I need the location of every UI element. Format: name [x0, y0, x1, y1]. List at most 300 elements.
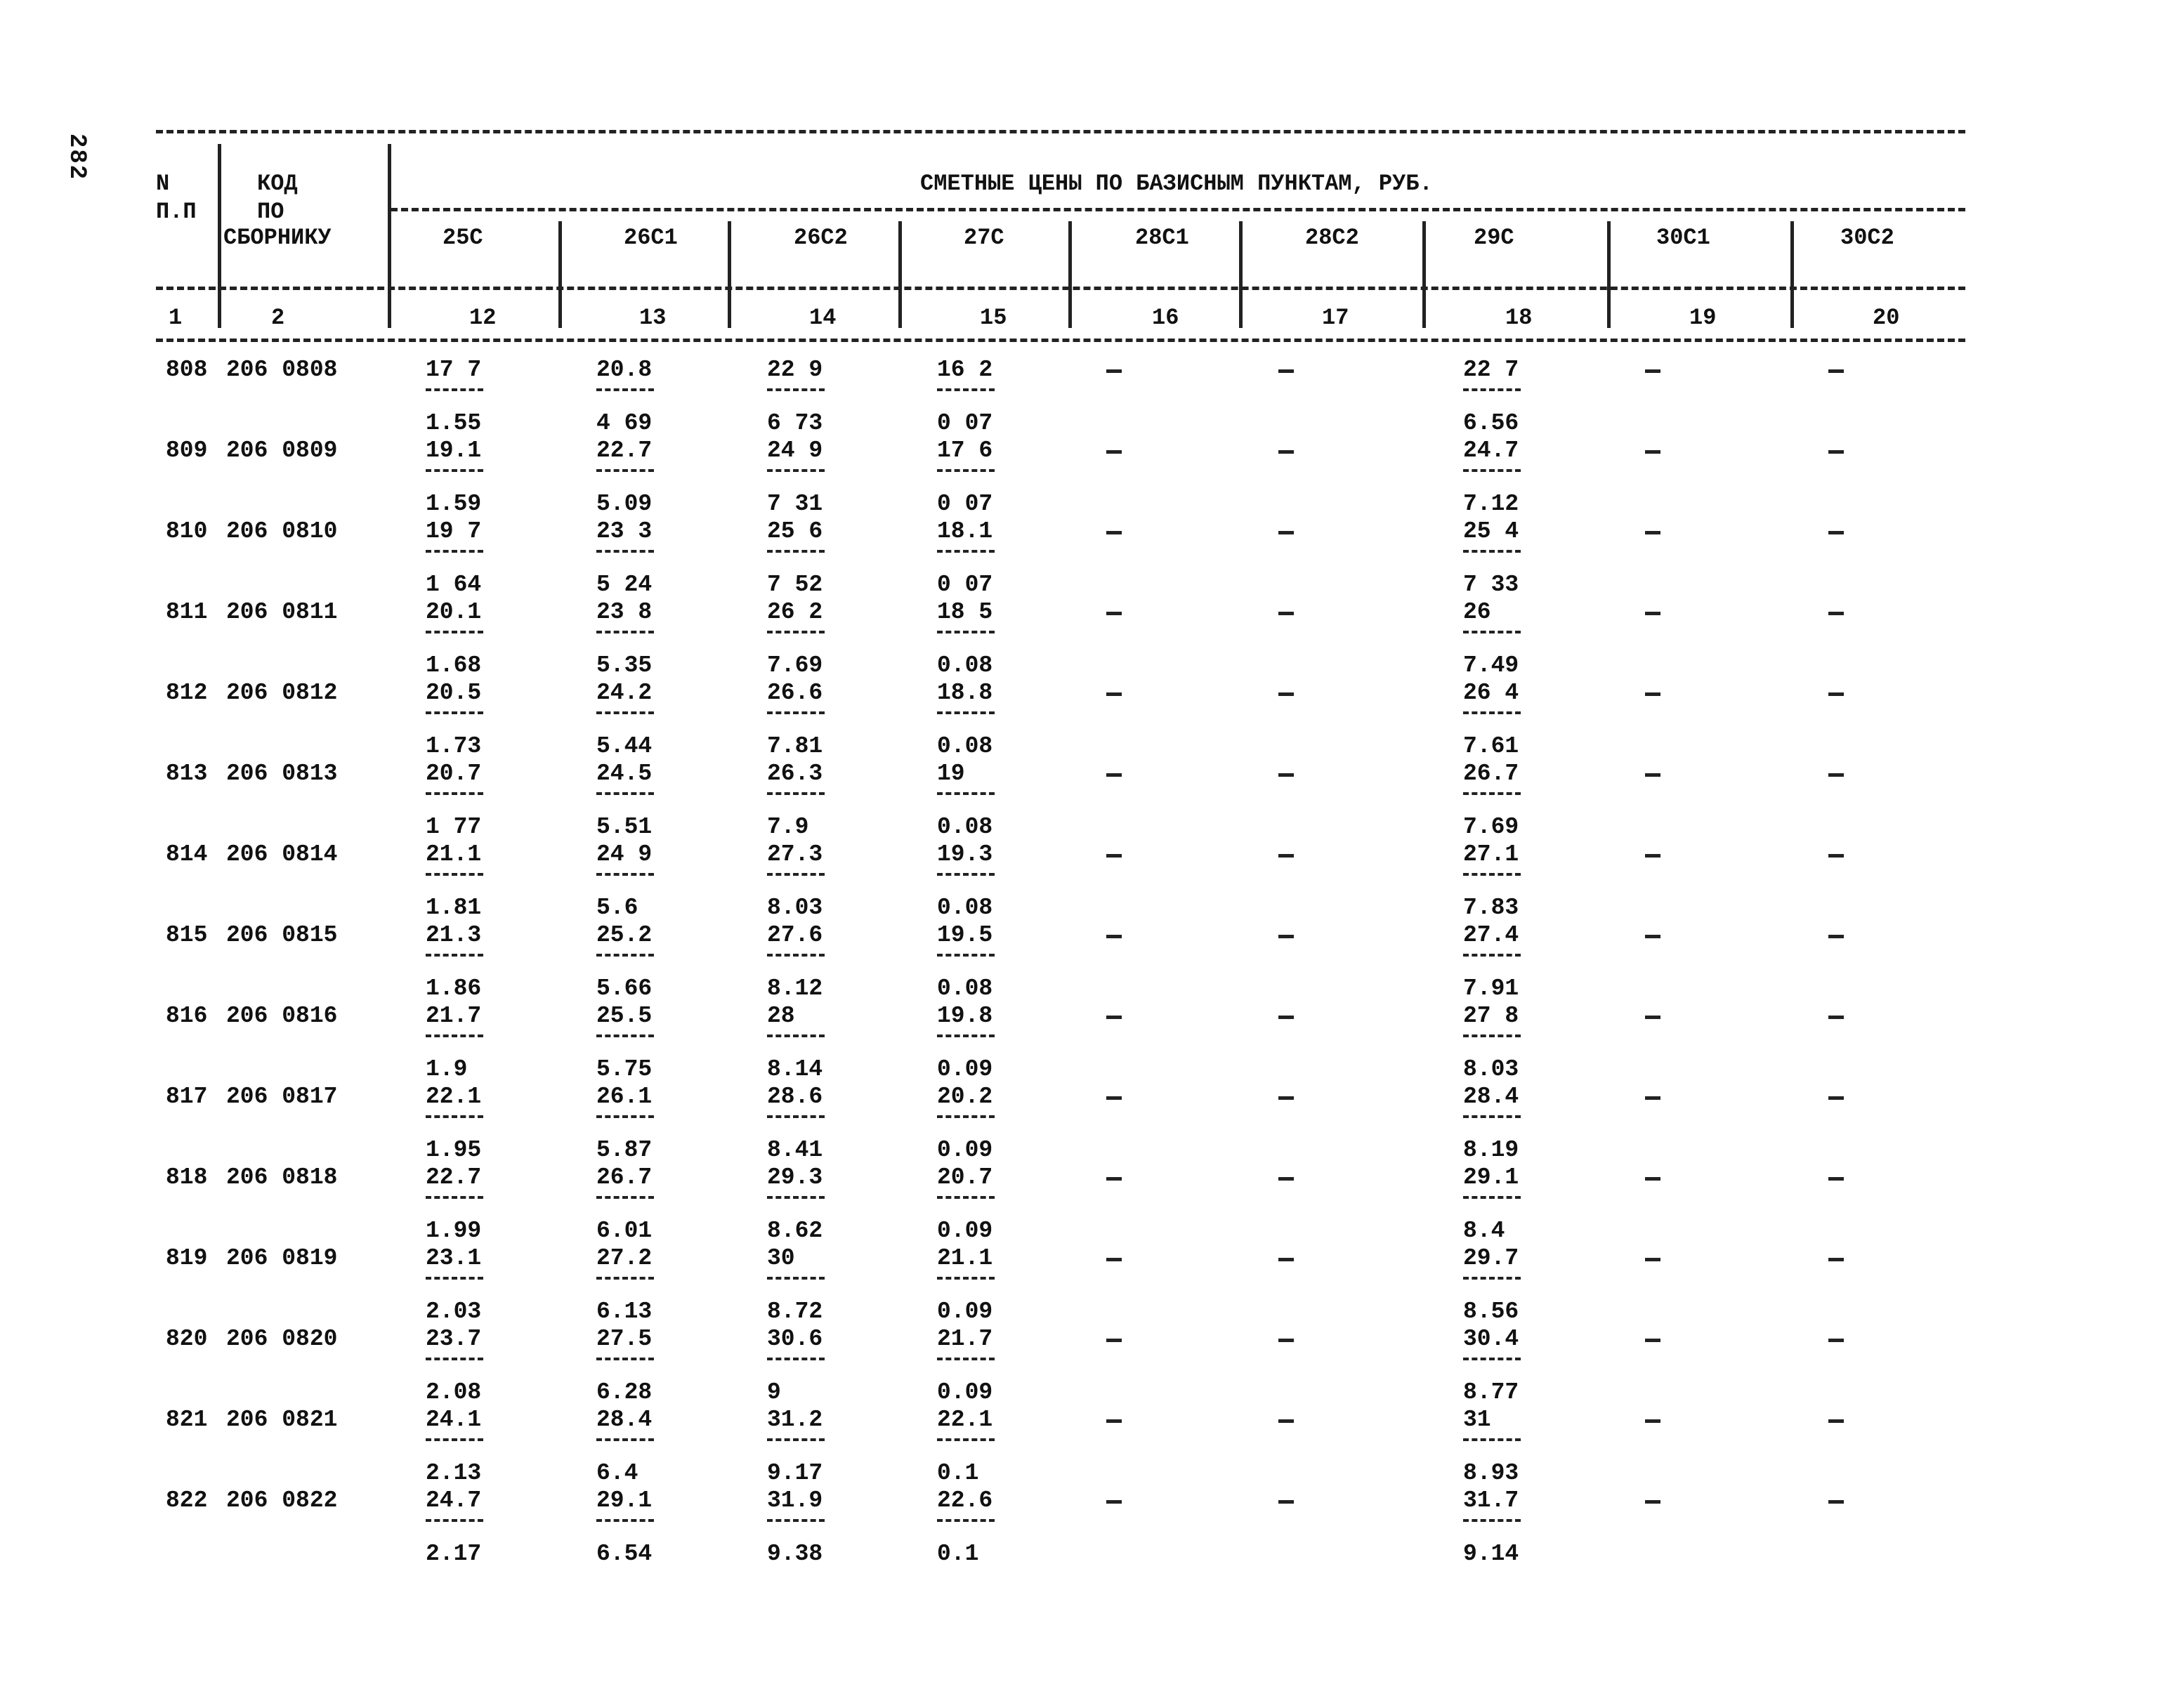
- fraction-bar: [1463, 469, 1521, 472]
- price-c29c: 27.1: [1463, 841, 1519, 867]
- price-c26c1: 20.8: [596, 357, 653, 383]
- price-c26c2: 26.6: [767, 680, 823, 706]
- price-transport-c26c2: 8.62: [767, 1218, 823, 1244]
- fraction-bar: [1463, 1358, 1521, 1360]
- empty-dash-c30c2: [1828, 1096, 1844, 1100]
- price-c25c: 21.3: [426, 922, 482, 948]
- price-c26c2: 28: [767, 1003, 795, 1029]
- price-transport-c26c2: 6 73: [767, 410, 823, 436]
- price-c29c: 26 4: [1463, 680, 1519, 706]
- price-transport-c29c: 8.56: [1463, 1299, 1519, 1325]
- header-number-15: 15: [980, 305, 1007, 331]
- fraction-bar: [596, 873, 654, 876]
- header-num-line1: N: [156, 171, 170, 197]
- price-transport-c25c: 1.9: [426, 1056, 468, 1082]
- fraction-bar: [767, 1519, 825, 1522]
- price-transport-c25c: 1.95: [426, 1137, 482, 1163]
- price-c27c: 18 5: [937, 599, 993, 625]
- price-transport-c27c: 0.09: [937, 1218, 993, 1244]
- row-code: 206 0808: [226, 357, 338, 383]
- price-c27c: 19.3: [937, 841, 993, 867]
- price-c26c1: 26.7: [596, 1164, 653, 1190]
- price-c26c2: 27.6: [767, 922, 823, 948]
- price-transport-c26c2: 7 31: [767, 491, 823, 517]
- price-transport-c27c: 0.08: [937, 652, 993, 678]
- header-col-25c: 25С: [443, 225, 483, 251]
- fraction-bar: [596, 631, 654, 633]
- price-c27c: 19: [937, 761, 965, 787]
- price-c29c: 26: [1463, 599, 1491, 625]
- empty-dash-c28c2: [1278, 935, 1294, 938]
- fraction-bar: [937, 792, 995, 795]
- row-number: 812: [166, 680, 208, 706]
- price-transport-c25c: 1.81: [426, 895, 482, 921]
- empty-dash-c30c1: [1645, 1016, 1660, 1019]
- empty-dash-c28c2: [1278, 531, 1294, 534]
- price-transport-c29c: 7 33: [1463, 572, 1519, 598]
- fraction-bar: [767, 873, 825, 876]
- row-number: 815: [166, 922, 208, 948]
- price-transport-c27c: 0.09: [937, 1056, 993, 1082]
- fraction-bar: [426, 1438, 483, 1441]
- header-sep-code: [388, 144, 391, 328]
- empty-dash-c30c1: [1645, 1339, 1660, 1342]
- row-number: 809: [166, 438, 208, 464]
- empty-dash-c28c1: [1106, 1096, 1122, 1100]
- empty-dash-c28c2: [1278, 1339, 1294, 1342]
- row-number: 819: [166, 1245, 208, 1271]
- fraction-bar: [937, 1519, 995, 1522]
- fraction-bar: [1463, 1034, 1521, 1037]
- price-transport-c26c1: 5.51: [596, 814, 653, 840]
- empty-dash-c28c2: [1278, 1177, 1294, 1181]
- empty-dash-c28c1: [1106, 692, 1122, 696]
- header-number-20: 20: [1873, 305, 1900, 331]
- fraction-bar: [767, 469, 825, 472]
- price-c29c: 29.1: [1463, 1164, 1519, 1190]
- empty-dash-c30c1: [1645, 773, 1660, 777]
- fraction-bar: [767, 1438, 825, 1441]
- row-number: 822: [166, 1487, 208, 1513]
- empty-dash-c28c2: [1278, 692, 1294, 696]
- fraction-bar: [596, 1358, 654, 1360]
- price-transport-c26c2: 7.81: [767, 733, 823, 759]
- fraction-bar: [937, 1196, 995, 1199]
- fraction-bar: [937, 631, 995, 633]
- fraction-bar: [1463, 1519, 1521, 1522]
- price-transport-c29c: 8.77: [1463, 1379, 1519, 1405]
- fraction-bar: [426, 1358, 483, 1360]
- price-c26c2: 29.3: [767, 1164, 823, 1190]
- price-c25c: 17 7: [426, 357, 482, 383]
- price-c26c2: 26.3: [767, 761, 823, 787]
- fraction-bar: [1463, 550, 1521, 553]
- price-c29c: 26.7: [1463, 761, 1519, 787]
- price-c26c1: 24.5: [596, 761, 653, 787]
- row-code: 206 0819: [226, 1245, 338, 1271]
- fraction-bar: [767, 711, 825, 714]
- empty-dash-c28c1: [1106, 369, 1122, 373]
- header-number-16: 16: [1152, 305, 1179, 331]
- empty-dash-c28c1: [1106, 773, 1122, 777]
- price-transport-c26c1: 6.4: [596, 1460, 638, 1486]
- row-code: 206 0822: [226, 1487, 338, 1513]
- header-number-19: 19: [1689, 305, 1717, 331]
- empty-dash-c28c2: [1278, 612, 1294, 615]
- price-transport-c26c1: 5 24: [596, 572, 653, 598]
- price-transport-c26c2: 9.38: [767, 1541, 823, 1567]
- empty-dash-c30c2: [1828, 612, 1844, 615]
- row-code: 206 0818: [226, 1164, 338, 1190]
- price-transport-c29c: 7.91: [1463, 975, 1519, 1001]
- price-transport-c25c: 1 64: [426, 572, 482, 598]
- price-c27c: 22.1: [937, 1407, 993, 1433]
- header-sep-c2: [728, 221, 731, 328]
- price-transport-c27c: 0.1: [937, 1460, 979, 1486]
- header-num-line2: П.П: [156, 199, 197, 225]
- price-c29c: 22 7: [1463, 357, 1519, 383]
- price-transport-c25c: 1.59: [426, 491, 482, 517]
- header-col-26c1: 26С1: [624, 225, 678, 251]
- header-col-29c: 29С: [1474, 225, 1514, 251]
- row-code: 206 0809: [226, 438, 338, 464]
- row-number: 817: [166, 1084, 208, 1110]
- price-c25c: 20.1: [426, 599, 482, 625]
- price-transport-c25c: 2.17: [426, 1541, 482, 1567]
- price-c27c: 21.7: [937, 1326, 993, 1352]
- price-c26c1: 27.5: [596, 1326, 653, 1352]
- price-c26c1: 25.2: [596, 922, 653, 948]
- price-c25c: 19 7: [426, 518, 482, 544]
- price-transport-c29c: 8.93: [1463, 1460, 1519, 1486]
- price-c27c: 19.8: [937, 1003, 993, 1029]
- empty-dash-c30c2: [1828, 1419, 1844, 1423]
- price-transport-c29c: 6.56: [1463, 410, 1519, 436]
- row-code: 206 0811: [226, 599, 338, 625]
- header-number-13: 13: [639, 305, 667, 331]
- price-transport-c27c: 0.1: [937, 1541, 979, 1567]
- empty-dash-c30c2: [1828, 1258, 1844, 1261]
- empty-dash-c30c1: [1645, 1500, 1660, 1504]
- price-transport-c25c: 2.13: [426, 1460, 482, 1486]
- price-c26c1: 28.4: [596, 1407, 653, 1433]
- header-col-28c2: 28С2: [1305, 225, 1359, 251]
- fraction-bar: [426, 1115, 483, 1118]
- price-c26c2: 30.6: [767, 1326, 823, 1352]
- price-transport-c26c1: 5.87: [596, 1137, 653, 1163]
- empty-dash-c28c2: [1278, 450, 1294, 454]
- price-c25c: 23.7: [426, 1326, 482, 1352]
- fraction-bar: [1463, 954, 1521, 957]
- header-sep-c6: [1422, 221, 1426, 328]
- fraction-bar: [596, 1438, 654, 1441]
- price-transport-c27c: 0 07: [937, 491, 993, 517]
- price-c25c: 23.1: [426, 1245, 482, 1271]
- fraction-bar: [1463, 1438, 1521, 1441]
- fraction-bar: [937, 550, 995, 553]
- price-transport-c26c2: 8.03: [767, 895, 823, 921]
- header-number-2: 2: [271, 305, 285, 331]
- price-transport-c26c2: 8.41: [767, 1137, 823, 1163]
- header-group-title: СМЕТНЫЕ ЦЕНЫ ПО БАЗИСНЫМ ПУНКТАМ, РУБ.: [920, 171, 1433, 197]
- price-c26c1: 24.2: [596, 680, 653, 706]
- price-transport-c27c: 0.08: [937, 975, 993, 1001]
- fraction-bar: [937, 388, 995, 391]
- fraction-bar: [937, 711, 995, 714]
- price-transport-c27c: 0.08: [937, 733, 993, 759]
- header-group-rule: [391, 208, 1965, 211]
- row-code: 206 0812: [226, 680, 338, 706]
- fraction-bar: [596, 1519, 654, 1522]
- fraction-bar: [767, 1196, 825, 1199]
- header-number-18: 18: [1505, 305, 1533, 331]
- price-c27c: 21.1: [937, 1245, 993, 1271]
- fraction-bar: [596, 1277, 654, 1280]
- fraction-bar: [937, 1034, 995, 1037]
- price-transport-c29c: 8.03: [1463, 1056, 1519, 1082]
- empty-dash-c30c2: [1828, 369, 1844, 373]
- price-c25c: 22.7: [426, 1164, 482, 1190]
- price-c26c1: 27.2: [596, 1245, 653, 1271]
- price-c25c: 20.7: [426, 761, 482, 787]
- empty-dash-c28c2: [1278, 1500, 1294, 1504]
- empty-dash-c28c2: [1278, 1258, 1294, 1261]
- price-c27c: 19.5: [937, 922, 993, 948]
- price-c29c: 28.4: [1463, 1084, 1519, 1110]
- price-c26c2: 25 6: [767, 518, 823, 544]
- empty-dash-c30c2: [1828, 1016, 1844, 1019]
- fraction-bar: [937, 1438, 995, 1441]
- header-sep-c7: [1607, 221, 1611, 328]
- fraction-bar: [767, 792, 825, 795]
- price-c27c: 18.8: [937, 680, 993, 706]
- empty-dash-c28c2: [1278, 369, 1294, 373]
- empty-dash-c28c2: [1278, 1016, 1294, 1019]
- header-bottom-rule: [156, 339, 1965, 342]
- price-c29c: 25 4: [1463, 518, 1519, 544]
- price-transport-c29c: 7.12: [1463, 491, 1519, 517]
- price-transport-c27c: 0.09: [937, 1379, 993, 1405]
- price-c26c1: 23 8: [596, 599, 653, 625]
- header-sep-c1: [558, 221, 562, 328]
- empty-dash-c30c1: [1645, 1096, 1660, 1100]
- header-sep-c4: [1068, 221, 1072, 328]
- empty-dash-c30c1: [1645, 531, 1660, 534]
- row-number: 821: [166, 1407, 208, 1433]
- price-transport-c25c: 1.99: [426, 1218, 482, 1244]
- fraction-bar: [426, 1196, 483, 1199]
- fraction-bar: [1463, 711, 1521, 714]
- empty-dash-c30c2: [1828, 450, 1844, 454]
- empty-dash-c30c1: [1645, 1258, 1660, 1261]
- row-number: 814: [166, 841, 208, 867]
- fraction-bar: [937, 1115, 995, 1118]
- price-c26c2: 31.9: [767, 1487, 823, 1513]
- price-c26c1: 29.1: [596, 1487, 653, 1513]
- fraction-bar: [426, 550, 483, 553]
- price-c27c: 20.7: [937, 1164, 993, 1190]
- price-transport-c29c: 7.69: [1463, 814, 1519, 840]
- header-code-line1: КОД: [257, 171, 298, 197]
- price-transport-c29c: 8.19: [1463, 1137, 1519, 1163]
- fraction-bar: [426, 954, 483, 957]
- fraction-bar: [426, 711, 483, 714]
- price-c29c: 27.4: [1463, 922, 1519, 948]
- price-c29c: 31.7: [1463, 1487, 1519, 1513]
- fraction-bar: [767, 550, 825, 553]
- price-transport-c26c1: 5.66: [596, 975, 653, 1001]
- row-code: 206 0817: [226, 1084, 338, 1110]
- empty-dash-c30c2: [1828, 935, 1844, 938]
- empty-dash-c28c1: [1106, 1339, 1122, 1342]
- price-c25c: 21.7: [426, 1003, 482, 1029]
- empty-dash-c30c1: [1645, 450, 1660, 454]
- fraction-bar: [937, 873, 995, 876]
- fraction-bar: [767, 1277, 825, 1280]
- fraction-bar: [1463, 1277, 1521, 1280]
- fraction-bar: [767, 631, 825, 633]
- price-transport-c29c: 8.4: [1463, 1218, 1505, 1244]
- fraction-bar: [1463, 388, 1521, 391]
- row-number: 811: [166, 599, 208, 625]
- price-c26c1: 25.5: [596, 1003, 653, 1029]
- fraction-bar: [767, 1358, 825, 1360]
- fraction-bar: [1463, 1115, 1521, 1118]
- row-code: 206 0814: [226, 841, 338, 867]
- fraction-bar: [426, 388, 483, 391]
- fraction-bar: [1463, 631, 1521, 633]
- price-c29c: 31: [1463, 1407, 1491, 1433]
- row-number: 816: [166, 1003, 208, 1029]
- price-c29c: 30.4: [1463, 1326, 1519, 1352]
- price-transport-c27c: 0.09: [937, 1299, 993, 1325]
- price-transport-c26c2: 9.17: [767, 1460, 823, 1486]
- header-number-14: 14: [809, 305, 837, 331]
- price-transport-c29c: 7.49: [1463, 652, 1519, 678]
- price-c27c: 17 6: [937, 438, 993, 464]
- price-transport-c26c1: 5.44: [596, 733, 653, 759]
- empty-dash-c30c2: [1828, 1500, 1844, 1504]
- empty-dash-c28c1: [1106, 1016, 1122, 1019]
- fraction-bar: [937, 954, 995, 957]
- header-col-26c2: 26С2: [794, 225, 848, 251]
- row-code: 206 0810: [226, 518, 338, 544]
- empty-dash-c30c2: [1828, 773, 1844, 777]
- empty-dash-c28c2: [1278, 773, 1294, 777]
- price-transport-c25c: 2.03: [426, 1299, 482, 1325]
- row-code: 206 0813: [226, 761, 338, 787]
- fraction-bar: [937, 1358, 995, 1360]
- price-c26c2: 26 2: [767, 599, 823, 625]
- empty-dash-c30c2: [1828, 1177, 1844, 1181]
- fraction-bar: [767, 1115, 825, 1118]
- price-c26c2: 31.2: [767, 1407, 823, 1433]
- price-transport-c29c: 7.83: [1463, 895, 1519, 921]
- empty-dash-c28c2: [1278, 854, 1294, 858]
- price-transport-c26c1: 4 69: [596, 410, 653, 436]
- fraction-bar: [426, 873, 483, 876]
- header-sep-num: [218, 144, 221, 328]
- price-transport-c27c: 0 07: [937, 410, 993, 436]
- header-col-30c2: 30С2: [1840, 225, 1894, 251]
- header-col-30c1: 30С1: [1656, 225, 1710, 251]
- price-transport-c25c: 1.68: [426, 652, 482, 678]
- empty-dash-c28c1: [1106, 1500, 1122, 1504]
- fraction-bar: [937, 1277, 995, 1280]
- price-transport-c26c1: 6.28: [596, 1379, 653, 1405]
- fraction-bar: [1463, 873, 1521, 876]
- price-transport-c25c: 1.86: [426, 975, 482, 1001]
- empty-dash-c30c1: [1645, 854, 1660, 858]
- row-number: 808: [166, 357, 208, 383]
- empty-dash-c28c1: [1106, 531, 1122, 534]
- price-c26c2: 22 9: [767, 357, 823, 383]
- empty-dash-c28c1: [1106, 1258, 1122, 1261]
- row-number: 813: [166, 761, 208, 787]
- price-transport-c26c2: 9: [767, 1379, 781, 1405]
- price-transport-c26c1: 5.6: [596, 895, 638, 921]
- price-transport-c26c2: 8.72: [767, 1299, 823, 1325]
- header-sep-c8: [1790, 221, 1794, 328]
- price-c27c: 22.6: [937, 1487, 993, 1513]
- price-transport-c25c: 2.08: [426, 1379, 482, 1405]
- fraction-bar: [596, 1034, 654, 1037]
- price-transport-c29c: 9.14: [1463, 1541, 1519, 1567]
- fraction-bar: [937, 469, 995, 472]
- fraction-bar: [596, 550, 654, 553]
- price-transport-c25c: 1.73: [426, 733, 482, 759]
- empty-dash-c28c1: [1106, 1419, 1122, 1423]
- price-c26c2: 24 9: [767, 438, 823, 464]
- price-transport-c26c2: 7.9: [767, 814, 809, 840]
- price-c25c: 24.7: [426, 1487, 482, 1513]
- fraction-bar: [1463, 1196, 1521, 1199]
- price-c29c: 29.7: [1463, 1245, 1519, 1271]
- header-code-line3: СБОРНИКУ: [223, 225, 332, 251]
- price-transport-c26c1: 6.54: [596, 1541, 653, 1567]
- fraction-bar: [767, 1034, 825, 1037]
- empty-dash-c30c2: [1828, 1339, 1844, 1342]
- price-c29c: 27 8: [1463, 1003, 1519, 1029]
- fraction-bar: [426, 792, 483, 795]
- row-code: 206 0820: [226, 1326, 338, 1352]
- row-number: 810: [166, 518, 208, 544]
- price-transport-c26c2: 7 52: [767, 572, 823, 598]
- empty-dash-c30c1: [1645, 612, 1660, 615]
- price-c25c: 19.1: [426, 438, 482, 464]
- price-c26c1: 26.1: [596, 1084, 653, 1110]
- fraction-bar: [596, 388, 654, 391]
- row-code: 206 0821: [226, 1407, 338, 1433]
- price-transport-c26c2: 7.69: [767, 652, 823, 678]
- page-number: 282: [63, 133, 90, 181]
- header-col-27c: 27С: [964, 225, 1004, 251]
- price-c25c: 21.1: [426, 841, 482, 867]
- empty-dash-c30c1: [1645, 692, 1660, 696]
- header-sep-c5: [1239, 221, 1243, 328]
- empty-dash-c28c1: [1106, 612, 1122, 615]
- price-c29c: 24.7: [1463, 438, 1519, 464]
- fraction-bar: [426, 469, 483, 472]
- price-transport-c26c1: 6.01: [596, 1218, 653, 1244]
- fraction-bar: [596, 711, 654, 714]
- fraction-bar: [426, 1519, 483, 1522]
- price-c27c: 20.2: [937, 1084, 993, 1110]
- price-transport-c25c: 1.55: [426, 410, 482, 436]
- price-transport-c25c: 1 77: [426, 814, 482, 840]
- price-c26c2: 28.6: [767, 1084, 823, 1110]
- price-transport-c26c1: 5.75: [596, 1056, 653, 1082]
